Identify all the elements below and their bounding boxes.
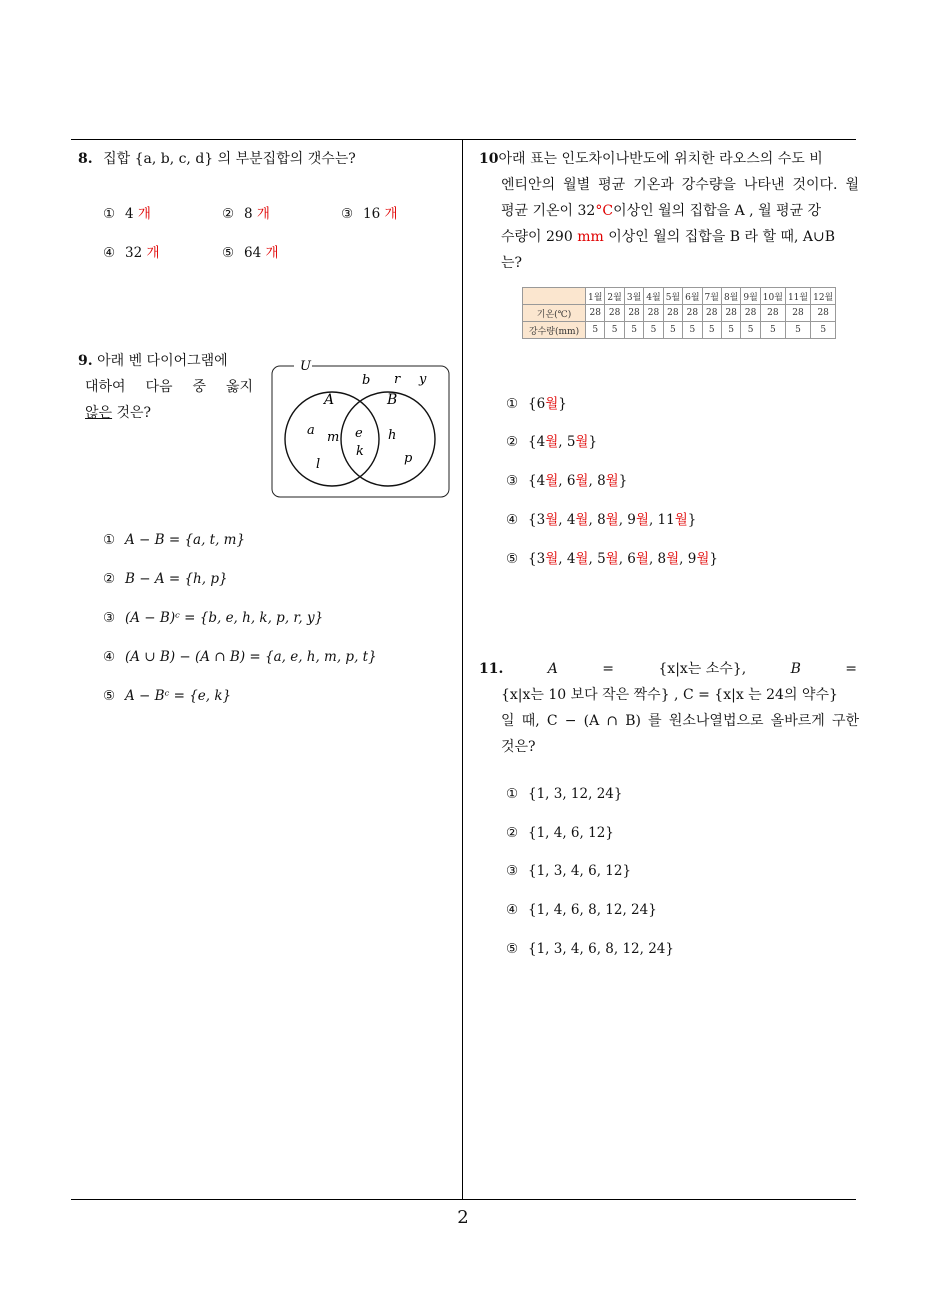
table-header-cell [523,288,586,305]
table-cell: 28 [702,305,721,322]
element-b: b [362,373,371,388]
question-number: 10 [479,151,499,167]
table-cell: 28 [741,305,760,322]
q9-option-2[interactable]: ② B − A = {h, p} [103,571,228,587]
set-b-label: B [387,392,398,408]
table-header-cell: 10월 [760,288,785,305]
q8-option-2[interactable]: ② 8 개 [222,206,270,222]
question-10: 10아래 표는 인도차이나반도에 위치한 라오스의 수도 비 엔티안의 월별 평균 기온과 강수량을 나타낸 것이다. 월 평균 기온이 32°C이상인 월의 집합을 A , 월 평균 강 수량이 290 mm 이상인 월의 집합을 B 라 할 때, A∪B 는? [479,146,859,276]
underlined-text: 않은 [85,405,113,421]
q8-option-4[interactable]: ④ 32 개 [103,245,160,261]
question-number: 8. [78,151,93,167]
climate-table-wrap [522,287,836,339]
table-cell: 5 [624,322,643,339]
table-header-cell: 11월 [785,288,810,305]
question-line-1: 아래 벤 다이어그램에 [97,353,228,369]
table-cell: 5 [586,322,605,339]
element-y: y [419,372,427,387]
bottom-rule [71,1199,856,1200]
q9-option-5[interactable]: ⑤ A − Bᶜ = {e, k} [103,688,232,704]
table-header-cell: 3월 [624,288,643,305]
q11-option-3[interactable]: ③ {1, 3, 4, 6, 12} [506,863,632,879]
q11-option-2[interactable]: ② {1, 4, 6, 12} [506,825,614,841]
element-l: l [316,457,321,472]
table-cell: 5 [785,322,810,339]
table-cell: 28 [785,305,810,322]
q9-option-4[interactable]: ④ (A ∪ B) − (A ∩ B) = {a, e, h, m, p, t} [103,649,377,665]
question-line-5: 는? [501,255,523,271]
table-header-cell: 6월 [683,288,702,305]
table-cell: 5 [760,322,785,339]
q10-option-5[interactable]: ⑤ {3월, 4월, 5월, 6월, 8월, 9월} [506,551,718,567]
q9-option-1[interactable]: ① A − B = {a, t, m} [103,532,246,548]
table-cell: 5 [605,322,624,339]
q11-option-4[interactable]: ④ {1, 4, 6, 8, 12, 24} [506,902,657,918]
question-9 [78,348,253,426]
question-line-3: 것은? [112,405,152,421]
question-line-1: 아래 표는 인도차이나반도에 위치한 라오스의 수도 비 [498,151,823,167]
table-header-cell: 2월 [605,288,624,305]
table-cell: 28 [663,305,682,322]
question-line-2: {x|x는 10 보다 작은 짝수} , C = {x|x 는 24의 약수} [501,687,838,703]
table-cell: 5 [721,322,740,339]
table-cell: 5 [741,322,760,339]
question-line-4: 것은? [501,739,536,755]
table-cell: 5 [663,322,682,339]
q10-option-3[interactable]: ③ {4월, 6월, 8월} [506,473,628,489]
table-header-cell: 7월 [702,288,721,305]
q10-option-1[interactable]: ① {6월} [506,396,567,412]
set-a-label: A [324,392,335,408]
table-row-label: 강수량(mm) [523,322,586,339]
table-header-cell: 9월 [741,288,760,305]
q8-option-3[interactable]: ③ 16 개 [341,206,398,222]
q10-option-4[interactable]: ④ {3월, 4월, 8월, 9월, 11월} [506,512,697,528]
table-header-cell: 4월 [644,288,663,305]
table-row [523,322,836,339]
q8-option-5[interactable]: ⑤ 64 개 [222,245,279,261]
question-8 [78,146,448,172]
universe-label: U [300,360,311,374]
table-header-cell: 12월 [811,288,836,305]
question-line-1: 11. A = {x|x는 소수}, B = [479,661,857,677]
table-header-cell: 5월 [663,288,682,305]
table-cell: 5 [644,322,663,339]
table-header-row [523,288,836,305]
table-header-cell: 8월 [721,288,740,305]
table-cell: 5 [811,322,836,339]
table-header-cell: 1월 [586,288,605,305]
table-row-label: 기온(℃) [523,305,586,322]
question-line-3: 일 때, C − (A ∩ B) 를 원소나열법으로 올바르게 구한 [501,713,859,729]
q8-option-1[interactable]: ① 4 개 [103,206,151,222]
top-rule [71,139,856,140]
table-cell: 28 [586,305,605,322]
table-cell: 28 [605,305,624,322]
table-cell: 5 [683,322,702,339]
page-number: 2 [457,1207,469,1228]
element-e: e [355,426,363,441]
climate-table [522,287,836,339]
table-cell: 28 [683,305,702,322]
table-cell: 5 [702,322,721,339]
q10-option-2[interactable]: ② {4월, 5월} [506,434,598,450]
column-divider [462,139,463,1200]
element-a: a [307,423,315,438]
q9-option-3[interactable]: ③ (A − B)ᶜ = {b, e, h, k, p, r, y} [103,610,324,626]
question-line-2: 대하여 다음 중 옳지 [85,379,253,395]
table-cell: 28 [721,305,740,322]
table-cell: 28 [624,305,643,322]
element-k: k [356,444,364,459]
element-r: r [394,372,401,387]
venn-diagram [270,360,452,502]
q11-option-5[interactable]: ⑤ {1, 3, 4, 6, 8, 12, 24} [506,941,674,957]
element-h: h [388,428,397,443]
question-number: 9. [78,353,93,369]
q11-option-1[interactable]: ① {1, 3, 12, 24} [506,786,623,802]
question-line-2: 엔티안의 월별 평균 기온과 강수량을 나타낸 것이다. 월 [501,177,859,193]
question-text: 집합 {a, b, c, d} 의 부분집합의 갯수는? [103,151,356,167]
table-cell: 28 [760,305,785,322]
table-cell: 28 [811,305,836,322]
table-cell: 28 [644,305,663,322]
element-m: m [327,430,340,445]
table-row [523,305,836,322]
question-11 [479,656,859,760]
element-p: p [404,451,413,466]
